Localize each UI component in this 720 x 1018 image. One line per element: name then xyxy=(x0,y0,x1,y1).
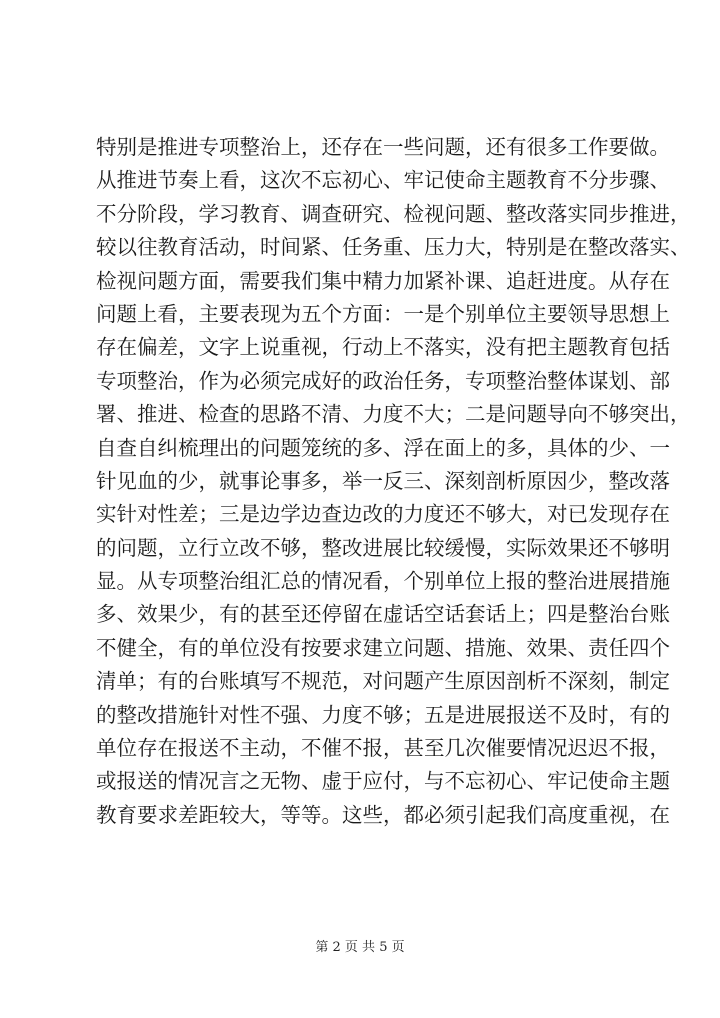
text-line: 清单；有的台账填写不规范，对问题产生原因剖析不深刻，制定 xyxy=(96,669,670,694)
text-line: 存在偏差，文字上说重视，行动上不落实，没有把主题教育包括 xyxy=(96,335,670,360)
text-line: 不健全，有的单位没有按要求建立问题、措施、效果、责任四个 xyxy=(96,635,670,660)
text-line: 显。从专项整治组汇总的情况看，个别单位上报的整治进展措施 xyxy=(96,569,670,594)
page-number-footer: 第 2 页 共 5 页 xyxy=(315,940,405,955)
text-line: 检视问题方面，需要我们集中精力加紧补课、追赶进度。从存在 xyxy=(96,268,670,293)
body-text xyxy=(96,131,691,832)
text-line: 署、推进、检查的思路不清、力度不大；二是问题导向不够突出， xyxy=(96,402,691,427)
text-line: 针见血的少，就事论事多，举一反三、深刻剖析原因少，整改落 xyxy=(96,468,670,493)
text-line: 教育要求差距较大，等等。这些，都必须引起我们高度重视，在 xyxy=(96,802,670,827)
text-line: 问题上看，主要表现为五个方面：一是个别单位主要领导思想上 xyxy=(96,301,670,326)
text-line: 不分阶段，学习教育、调查研究、检视问题、整改落实同步推进， xyxy=(96,201,691,226)
text-line: 从推进节奏上看，这次不忘初心、牢记使命主题教育不分步骤、 xyxy=(96,168,670,193)
text-line: 特别是推进专项整治上，还存在一些问题，还有很多工作要做。 xyxy=(96,135,670,159)
text-line: 或报送的情况言之无物、虚于应付，与不忘初心、牢记使命主题 xyxy=(96,769,670,794)
text-line: 的整改措施针对性不强、力度不够；五是进展报送不及时，有的 xyxy=(96,702,670,727)
text-line: 单位存在报送不主动，不催不报，甚至几次催要情况迟迟不报， xyxy=(96,736,670,761)
text-line: 多、效果少，有的甚至还停留在虚话空话套话上；四是整治台账 xyxy=(96,602,670,627)
text-line: 较以往教育活动，时间紧、任务重、压力大，特别是在整改落实、 xyxy=(96,235,691,260)
text-line: 专项整治，作为必须完成好的政治任务，专项整治整体谋划、部 xyxy=(96,368,670,393)
text-line: 自查自纠梳理出的问题笼统的多、浮在面上的多，具体的少、一 xyxy=(96,435,670,460)
text-line: 的问题，立行立改不够，整改进展比较缓慢，实际效果还不够明 xyxy=(96,535,670,560)
text-line: 实针对性差；三是边学边查边改的力度还不够大，对已发现存在 xyxy=(96,502,670,527)
